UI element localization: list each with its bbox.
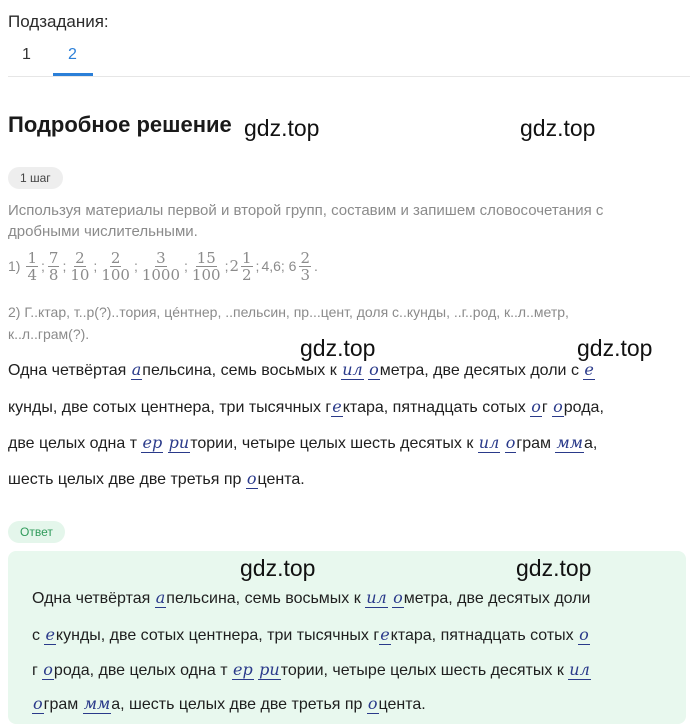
solution-line: две целых одна т ер ритории, четыре целых шесть десятых к ил ограм мма, — [8, 433, 598, 452]
watermark: gdz.top — [577, 335, 653, 361]
task-words-line: к..л..грам(?). — [8, 326, 90, 342]
fraction: $\frac{7}{8}$ — [48, 248, 59, 284]
fraction: $\frac{1}{4}$ — [27, 248, 37, 284]
fraction: $\frac{2}{100}$ — [101, 248, 130, 284]
solution-line: шесть целых две две третья пр оцента. — [8, 469, 305, 488]
answer-line: Одна четвёртая апельсина, семь восьмых к ил ометра, две десятых доли — [32, 588, 591, 607]
watermark: gdz.top — [520, 115, 596, 141]
fraction: $\frac{3}{1000}$ — [141, 248, 181, 284]
answer-line: ограм мма, шесть целых две две третья пр оцента. — [33, 694, 426, 713]
step-badge: 1 шаг — [8, 167, 63, 189]
watermark: gdz.top — [300, 335, 376, 361]
solution-line: Одна четвёртая апельсина, семь восьмых к ил ометра, две десятых доли с е — [8, 360, 594, 379]
mixed-number: 2 $\frac{1}{2}$ — [229, 248, 252, 284]
watermark: gdz.top — [244, 115, 320, 141]
task-words-line: 2) Г..ктар, т..р(?)..тория, цéнтнер, ..пельсин, пр...цент, доля с..кунды, ..г..род, к..л..метр, — [8, 304, 569, 320]
list-marker: 1) — [8, 258, 21, 274]
tab-subtask-1[interactable]: 1 — [22, 46, 31, 63]
solution-line: кунды, две сотых центнера, три тысячных гектара, пятнадцать сотых ог орода, — [8, 397, 604, 416]
active-tab-indicator — [53, 73, 93, 76]
subtasks-label: Подзадания: — [8, 12, 109, 31]
answer-badge: Ответ — [8, 521, 65, 543]
watermark: gdz.top — [516, 555, 592, 581]
task-intro-line: Используя материалы первой и второй групп, составим и запишем словосочетания с — [8, 202, 604, 219]
task-intro-line: дробными числительными. — [8, 223, 198, 240]
answer-line: с екунды, две сотых центнера, три тысячных гектара, пятнадцать сотых о — [32, 625, 589, 644]
fractions-line: 1) $\frac{1}{4}$ ; $\frac{7}{8}$ ; $\frac{2}{10}$ ; $\frac{2}{100}$ ; $\frac{3}{1000}$ ; $\frac{15}{100}$ ; 2 $\frac{1}{2}$ ; 4,6; 6 $\frac{2}{3}$ . — [8, 248, 318, 284]
answer-line: г орода, две целых одна т ер ритории, четыре целых шесть десятых к ил — [32, 660, 590, 679]
fraction: $\frac{2}{3}$ — [300, 248, 311, 284]
watermark: gdz.top — [240, 555, 316, 581]
fraction: $\frac{15}{100}$ — [191, 248, 221, 284]
subtasks-tabs — [8, 44, 690, 77]
tab-subtask-2[interactable]: 2 — [68, 46, 77, 63]
decimal-values: 4,6; 6 — [261, 258, 297, 274]
page-title: Подробное решение — [8, 112, 232, 137]
fraction: $\frac{2}{10}$ — [70, 248, 90, 284]
